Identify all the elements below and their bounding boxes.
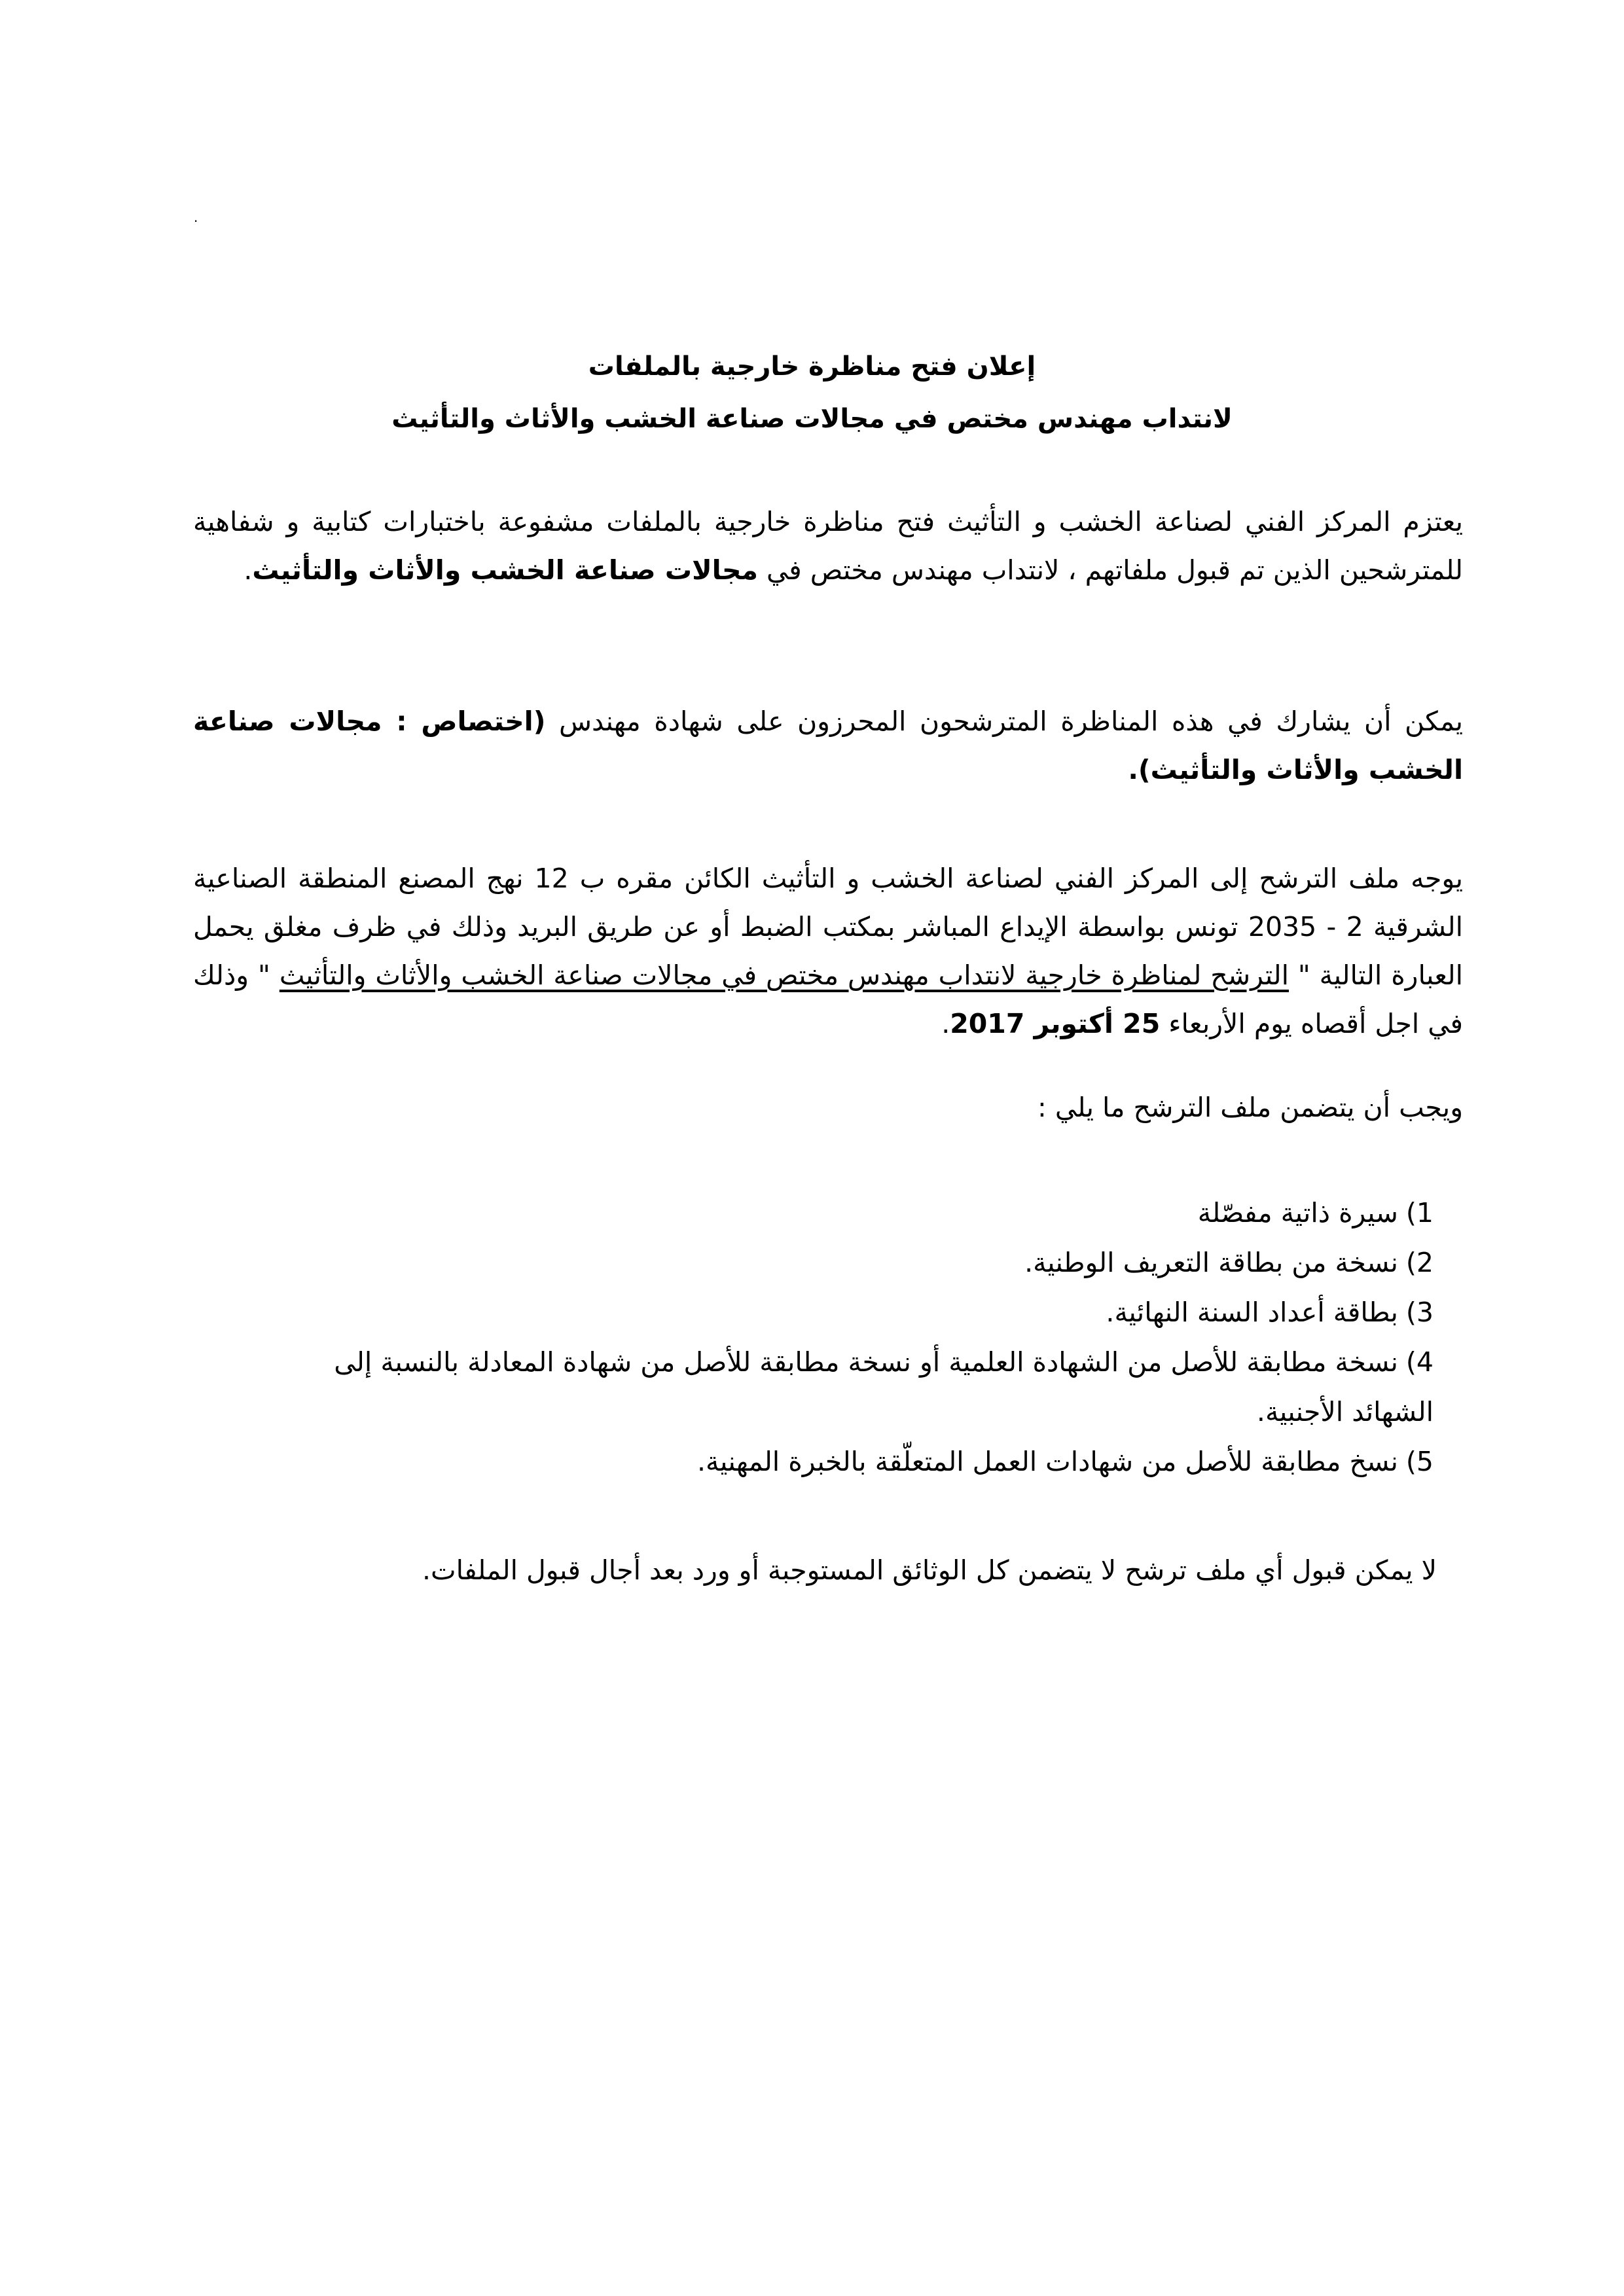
- eligibility-specialty: (اختصاص : مجالات صناعة الخشب والأثاث والتأثيث).: [193, 706, 1463, 785]
- submission-deadline-text: " وذلك في اجل أقصاه يوم الأربعاء: [193, 960, 1463, 1039]
- submission-paragraph: [193, 854, 1463, 1048]
- list-item-text: بطاقة أعداد السنة النهائية.: [1106, 1297, 1398, 1328]
- list-item: [236, 1437, 1434, 1486]
- list-item: [236, 1238, 1434, 1287]
- envelope-phrase: الترشح لمناظرة خارجية لانتداب مهندس مختص في مجالات صناعة الخشب والأثاث والتأثيث: [279, 960, 1289, 991]
- submission-end: .: [941, 1008, 950, 1039]
- intro-text: يعتزم المركز الفني لصناعة الخشب و التأثيث فتح مناظرة خارجية بالملفات مشفوعة باختبارات كتابية و شفاهية للمترشحين الذين تم قبول ملفاتهم ، لانتداب مهندس مختص في: [193, 506, 1463, 586]
- list-item-number: 1): [1405, 1197, 1434, 1229]
- list-item-text: سيرة ذاتية مفصّلة: [1197, 1197, 1398, 1229]
- list-item-text: نسخة من بطاقة التعريف الوطنية.: [1024, 1247, 1398, 1278]
- submission-text: يوجه ملف الترشح إلى المركز الفني لصناعة الخشب و التأثيث الكائن مقره ب 12 نهج المصنع المنطقة الصناعية الشرقية 2 - 2035 تونس بواسطة الإيداع المباشر بمكتب الضبط أو عن طريق البريد وذلك في ظرف مغلق يحمل العبارة التالية ": [193, 863, 1464, 991]
- eligibility-paragraph: [193, 697, 1463, 794]
- closing-paragraph: لا يمكن قبول أي ملف ترشح لا يتضمن كل الوثائق المستوجبة أو ورد بعد أجال قبول الملفات.: [422, 1554, 1437, 1586]
- list-item: [236, 1337, 1434, 1437]
- stray-dot: .: [194, 209, 198, 225]
- list-item-number: 4): [1405, 1346, 1434, 1378]
- intro-end: .: [244, 554, 253, 586]
- list-item-number: 2): [1405, 1247, 1434, 1278]
- intro-paragraph: [193, 497, 1463, 594]
- announcement-title: [196, 340, 1428, 445]
- list-item: [236, 1188, 1434, 1238]
- list-item-text: نسخة مطابقة للأصل من الشهادة العلمية أو نسخة مطابقة للأصل من شهادة المعادلة بالنسبة إلى: [334, 1346, 1398, 1378]
- title-line-2: لانتداب مهندس مختص في مجالات صناعة الخشب والأثاث والتأثيث: [391, 404, 1233, 434]
- requirements-intro: ويجب أن يتضمن ملف الترشح ما يلي :: [1037, 1092, 1463, 1123]
- deadline-date: 25 أكتوبر 2017: [950, 1008, 1161, 1039]
- title-line-1: إعلان فتح مناظرة خارجية بالملفات: [588, 351, 1036, 382]
- intro-bold-field: مجالات صناعة الخشب والأثاث والتأثيث: [252, 554, 758, 586]
- eligibility-text: يمكن أن يشارك في هذه المناظرة المترشحون المحرزون على شهادة مهندس: [545, 706, 1463, 737]
- list-item-number: 5): [1405, 1446, 1434, 1477]
- list-item-text: نسخ مطابقة للأصل من شهادات العمل المتعلّقة بالخبرة المهنية.: [696, 1446, 1398, 1477]
- list-item: [236, 1287, 1434, 1337]
- list-item-continuation: الشهائد الأجنبية.: [1256, 1396, 1434, 1427]
- list-item-number: 3): [1405, 1297, 1434, 1328]
- requirements-list: [236, 1188, 1434, 1486]
